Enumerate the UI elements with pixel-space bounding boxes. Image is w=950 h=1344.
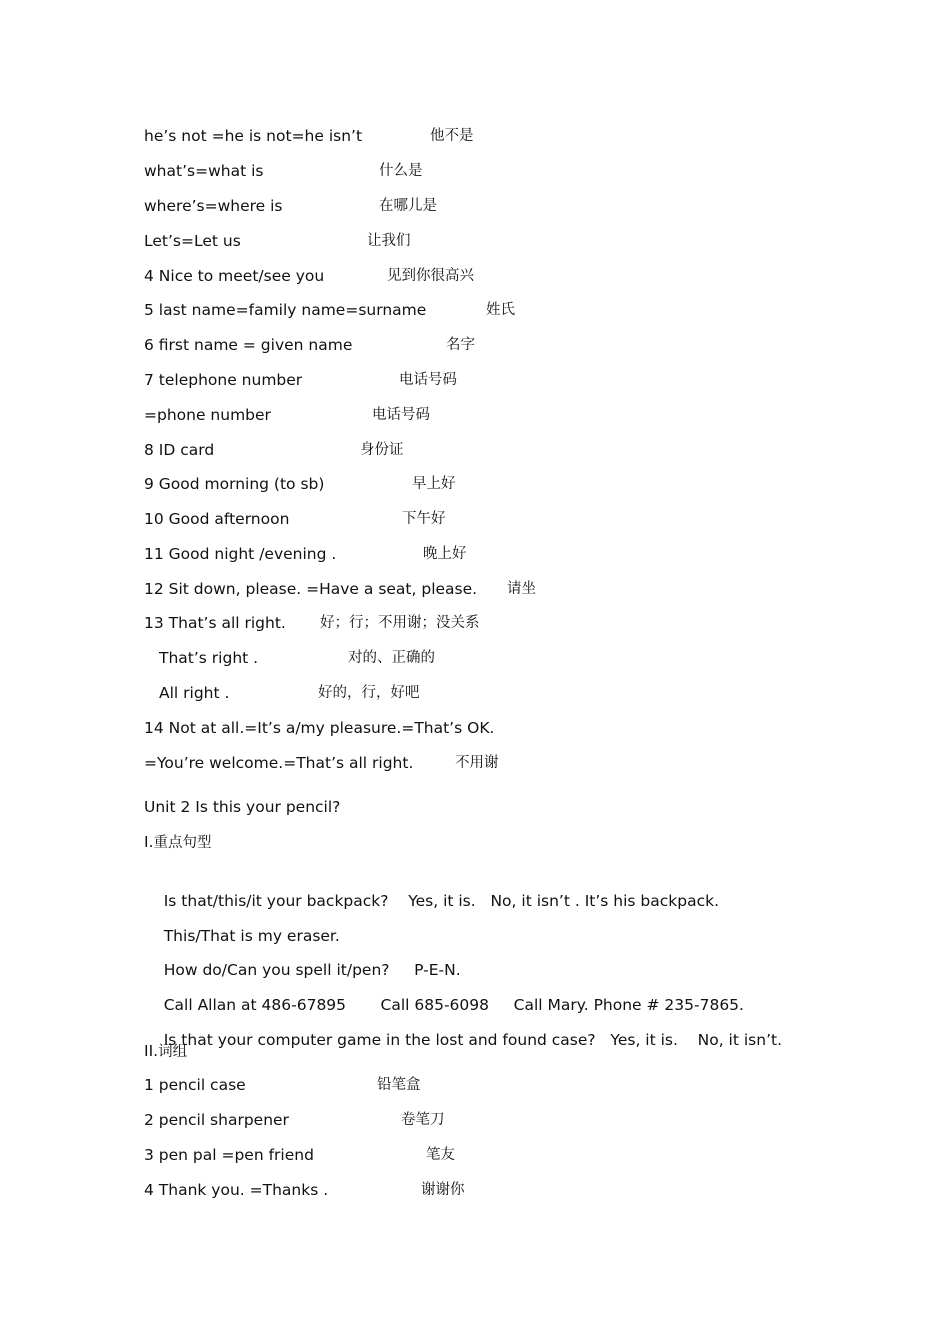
vocab-chinese: 对的、正确的 bbox=[348, 650, 435, 666]
vocab-chinese: 下午好 bbox=[402, 511, 446, 527]
vocab-row bbox=[144, 403, 430, 427]
vocab-english: Let’s=Let us bbox=[144, 232, 241, 250]
vocab-row bbox=[144, 1073, 421, 1097]
vocab-english: where’s=where is bbox=[144, 197, 283, 215]
vocab-row bbox=[144, 333, 475, 357]
vocab-row bbox=[144, 1143, 455, 1167]
vocab-english: 14 Not at all.=It’s a/my pleasure.=That’s OK. bbox=[144, 719, 495, 737]
vocab-chinese: 铅笔盒 bbox=[377, 1077, 421, 1093]
vocab-row bbox=[159, 646, 435, 670]
vocab-english: 4 Nice to meet/see you bbox=[144, 267, 325, 285]
vocab-english: 7 telephone number bbox=[144, 371, 303, 389]
section-heading bbox=[144, 1039, 187, 1063]
vocab-chinese: 他不是 bbox=[430, 128, 474, 144]
vocab-row bbox=[144, 611, 480, 635]
sentence-text: Is that/this/it your backpack? Yes, it is. No, it isn’t . It’s his backpack. bbox=[163, 892, 720, 910]
vocab-english: 9 Good morning (to sb) bbox=[144, 475, 325, 493]
vocab-row bbox=[144, 751, 499, 775]
vocab-row bbox=[144, 577, 536, 601]
vocab-english: That’s right . bbox=[159, 649, 259, 667]
vocab-row bbox=[144, 194, 437, 218]
vocab-english: 13 That’s all right. bbox=[144, 614, 286, 632]
vocab-chinese: 见到你很高兴 bbox=[387, 268, 474, 284]
vocab-row bbox=[144, 1108, 445, 1132]
vocab-chinese: 早上好 bbox=[412, 476, 456, 492]
vocab-row bbox=[144, 159, 423, 183]
vocab-english: what’s=what is bbox=[144, 162, 264, 180]
unit-title bbox=[144, 795, 340, 819]
vocab-chinese: 电话号码 bbox=[372, 407, 430, 423]
vocab-english: 1 pencil case bbox=[144, 1076, 246, 1094]
vocab-row bbox=[144, 298, 515, 322]
vocab-chinese: 好；行；不用谢；没关系 bbox=[320, 615, 480, 631]
section-label: 重点句型 bbox=[153, 835, 212, 851]
sentence-text: How do/Can you spell it/pen? P-E-N. bbox=[163, 961, 461, 979]
vocab-chinese: 好的，行，好吧 bbox=[318, 685, 420, 701]
vocab-chinese: 晚上好 bbox=[423, 546, 467, 562]
vocab-chinese: 卷笔刀 bbox=[401, 1112, 445, 1128]
vocab-english: 5 last name=family name=surname bbox=[144, 301, 427, 319]
vocab-row bbox=[144, 542, 467, 566]
sentence-line bbox=[144, 865, 720, 910]
vocab-chinese: 不用谢 bbox=[455, 755, 499, 771]
vocab-row bbox=[144, 1178, 465, 1202]
sentence-text: Is that your computer game in the lost and found case? Yes, it is. No, it isn’t. bbox=[163, 1031, 783, 1049]
sentence-line bbox=[144, 900, 340, 945]
vocab-english: 3 pen pal =pen friend bbox=[144, 1146, 314, 1164]
vocab-row bbox=[144, 438, 404, 462]
vocab-row bbox=[144, 124, 474, 148]
vocab-row bbox=[144, 716, 494, 740]
vocab-chinese: 电话号码 bbox=[399, 372, 457, 388]
vocab-row bbox=[159, 681, 420, 705]
vocab-english: 2 pencil sharpener bbox=[144, 1111, 289, 1129]
sentence-text: Call Allan at 486-67895 Call 685-6098 Call Mary. Phone # 235-7865. bbox=[163, 996, 744, 1014]
vocab-chinese: 姓氏 bbox=[486, 302, 515, 318]
sentence-line bbox=[144, 1004, 783, 1049]
vocab-row bbox=[144, 229, 411, 253]
vocab-english: 8 ID card bbox=[144, 441, 215, 459]
vocab-chinese: 让我们 bbox=[367, 233, 411, 249]
unit-title-text: Unit 2 Is this your pencil? bbox=[144, 798, 341, 816]
vocab-row bbox=[144, 472, 456, 496]
section-heading bbox=[144, 830, 212, 854]
sentence-line bbox=[144, 934, 461, 979]
vocab-row bbox=[144, 368, 457, 392]
vocab-chinese: 名字 bbox=[446, 337, 475, 353]
vocab-chinese: 什么是 bbox=[379, 163, 423, 179]
vocab-english: =You’re welcome.=That’s all right. bbox=[144, 754, 414, 772]
vocab-chinese: 谢谢你 bbox=[421, 1182, 465, 1198]
vocab-row bbox=[144, 507, 446, 531]
vocab-english: he’s not =he is not=he isn’t bbox=[144, 127, 363, 145]
vocab-chinese: 身份证 bbox=[360, 442, 404, 458]
vocab-english: 4 Thank you. =Thanks . bbox=[144, 1181, 329, 1199]
vocab-english: 11 Good night /evening . bbox=[144, 545, 337, 563]
vocab-english: =phone number bbox=[144, 406, 271, 424]
section-number: II. bbox=[144, 1042, 159, 1060]
vocab-english: All right . bbox=[159, 684, 230, 702]
vocab-english: 10 Good afternoon bbox=[144, 510, 290, 528]
vocab-chinese: 请坐 bbox=[507, 581, 536, 597]
vocab-chinese: 笔友 bbox=[426, 1147, 455, 1163]
vocab-chinese: 在哪儿是 bbox=[379, 198, 437, 214]
vocab-row bbox=[144, 264, 474, 288]
section-label: 词组 bbox=[158, 1044, 188, 1060]
sentence-line bbox=[144, 969, 744, 1014]
sentence-text: This/That is my eraser. bbox=[163, 927, 340, 945]
section-number: I. bbox=[144, 833, 154, 851]
vocab-english: 6 first name = given name bbox=[144, 336, 353, 354]
vocab-english: 12 Sit down, please. =Have a seat, please. bbox=[144, 580, 478, 598]
